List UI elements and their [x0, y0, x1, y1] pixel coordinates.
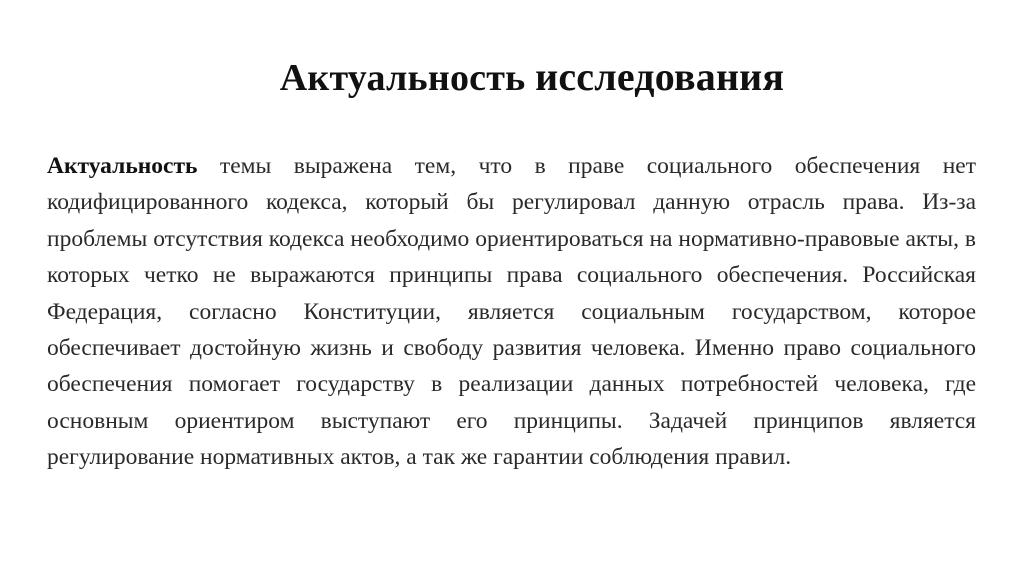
- body-paragraph: [47, 148, 976, 476]
- body-lead-word: Актуальность: [47, 153, 198, 179]
- slide-title-part1: Актуальность: [279, 57, 526, 100]
- body-text: темы выражена тем, что в праве социального обеспечения нет кодифицированного кодекса, который бы регулировал данную отрасль права. Из-за проблемы отсутствия кодекса необходимо ориентироваться на нормативно-правовые акты, в которых четко не выражаются принципы права социального обеспечения. Российская Федерация, согласно Конституции, является социальным государством, которое обеспечивает достойную жизнь и свободу развития человека. Именно право социального обеспечения помогает государству в реализации данных потребностей человека, где основным ориентиром выступают его принципы. Задачей принципов является регулирование нормативных актов, а так же гарантии соблюдения правил.: [47, 153, 976, 471]
- slide-title: [0, 51, 1024, 104]
- slide-title-part2: исследования: [535, 54, 785, 100]
